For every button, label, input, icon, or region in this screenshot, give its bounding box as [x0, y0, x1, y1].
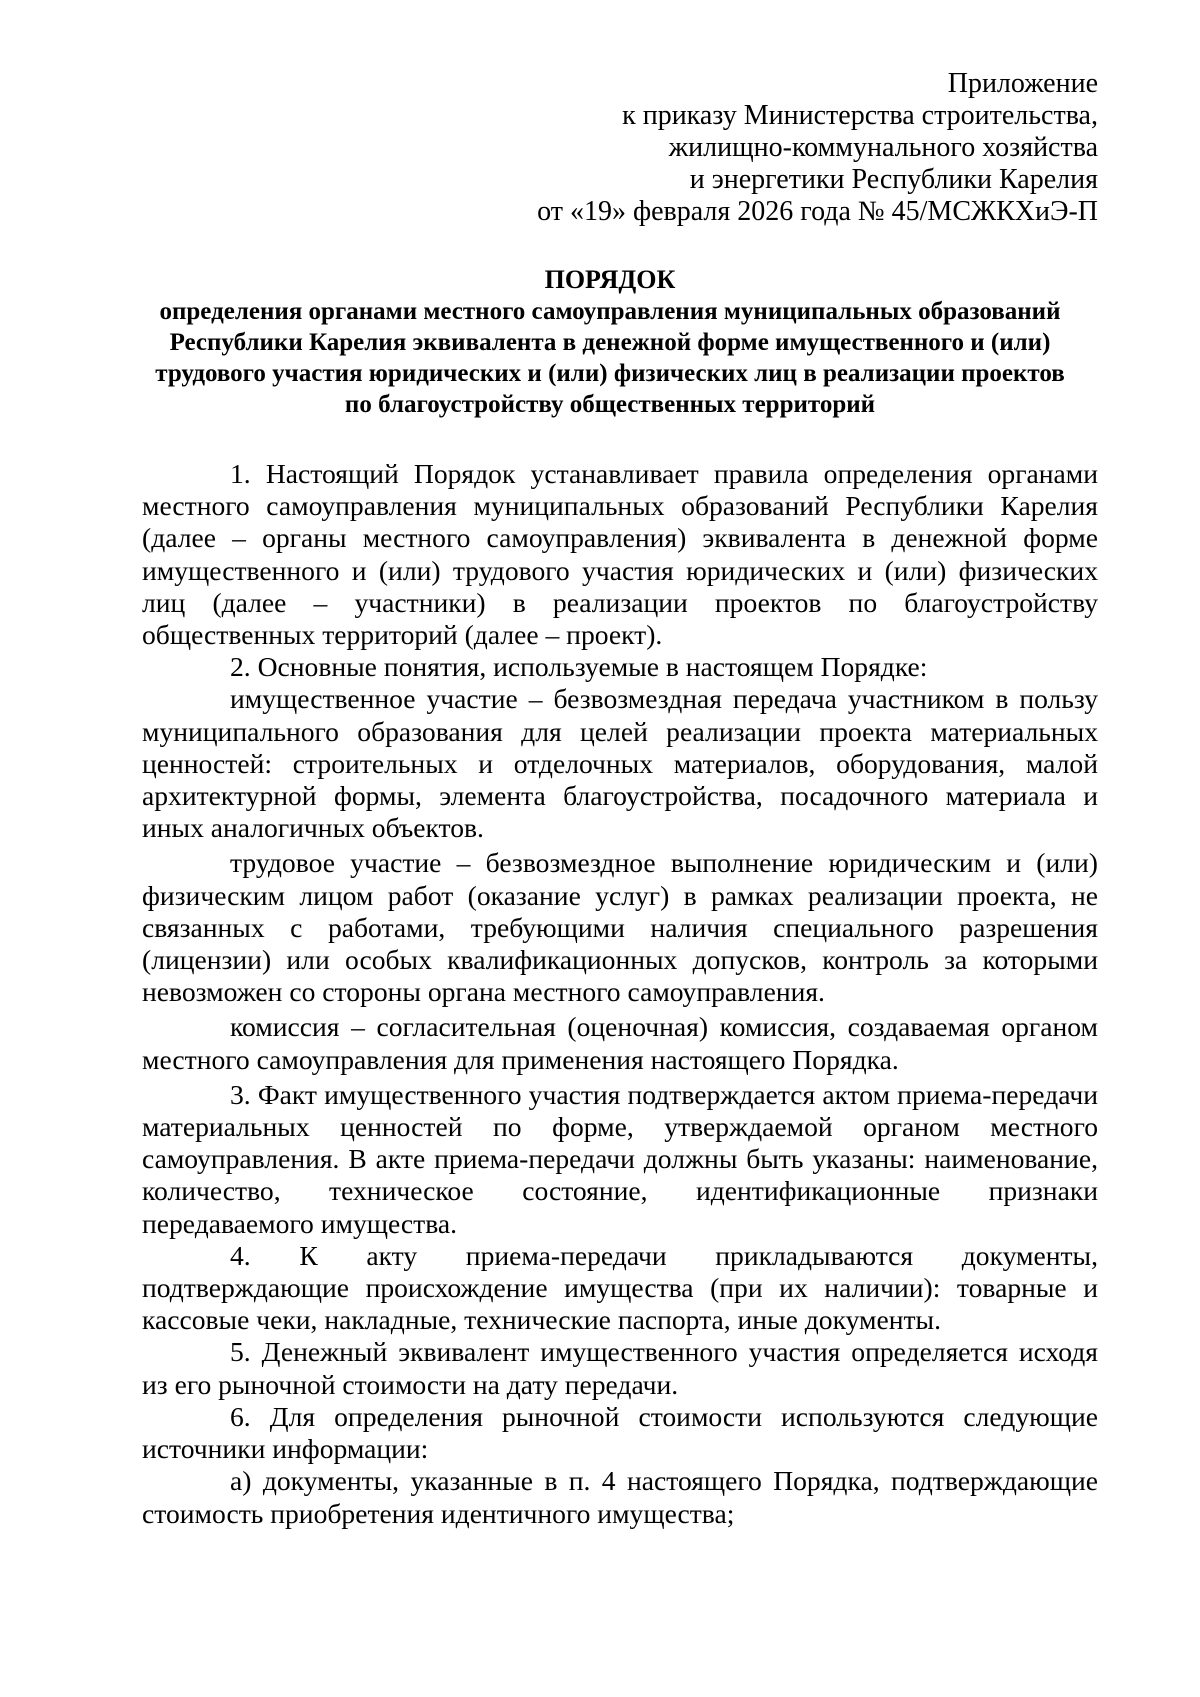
appendix-line-3: жилищно-коммунального хозяйства [668, 132, 1098, 163]
paragraph-commission: комиссия – согласительная (оценочная) комиссия, создаваемая органом местного самоуправления для применения настоящего Порядка. [142, 1011, 1098, 1075]
appendix-line-4: и энергетики Республики Карелия [689, 164, 1098, 195]
paragraph-6: 6. Для определения рыночной стоимости используются следующие источники информации: [142, 1400, 1098, 1465]
appendix-line-2: к приказу Министерства строительства, [622, 100, 1098, 131]
appendix-header [537, 68, 1098, 228]
paragraph-5: 5. Денежный эквивалент имущественного участия определяется исходя из его рыночной стоимости на дату передачи. [142, 1336, 1098, 1400]
paragraph-1: 1. Настоящий Порядок устанавливает правила определения органами местного самоуправления муниципальных образований Республики Карелия (далее – органы местного самоуправления) эквивалента в денежной форме имущественного и (или) трудового участия юридических и (или) физических лиц (далее – участники) в реализации проектов по благоустройству общественных территорий (далее – проект). [142, 458, 1098, 651]
title-line-2: Республики Карелия эквивалента в денежной форме имущественного и (или) [169, 329, 1051, 356]
paragraph-2: 2. Основные понятия, используемые в настоящем Порядке: [230, 651, 928, 683]
title-main: ПОРЯДОК [544, 265, 676, 294]
paragraph-property-participation: имущественное участие – безвозмездная передача участником в пользу муниципального образования для целей реализации проекта материальных ценностей: строительных и отделочных материалов, оборудования, малой архитектурной формы, элемента благоустройства, посадочного материала и иных аналогичных объектов. [142, 683, 1098, 844]
appendix-line-1: Приложение [947, 68, 1098, 99]
paragraph-6a: а) документы, указанные в п. 4 настоящего Порядка, подтверждающие стоимость приобретения идентичного имущества; [142, 1465, 1098, 1529]
document-body [142, 458, 1098, 1530]
appendix-line-5: от «19» февраля 2026 года № 45/МСЖКХиЭ-П [537, 196, 1098, 227]
paragraph-labor-participation: трудовое участие – безвозмездное выполнение юридическим и (или) физическим лицом работ (оказание услуг) в рамках реализации проекта, не связанных с работами, требующими наличия специального разрешения (лицензии) или особых квалификационных допусков, контроль за которыми невозможен со стороны органа местного самоуправления. [142, 847, 1098, 1008]
title-line-4: по благоустройству общественных территорий [344, 391, 876, 418]
title-line-3: трудового участия юридических и (или) физических лиц в реализации проектов [155, 360, 1065, 387]
paragraph-3: 3. Факт имущественного участия подтверждается актом приема-передачи материальных ценностей по форме, утверждаемой органом местного самоуправления. В акте приема-передачи должны быть указаны: наименование, количество, техническое состояние, идентификационные признаки передаваемого имущества. [142, 1078, 1098, 1239]
title-line-1: определения органами местного самоуправления муниципальных образований [159, 298, 1061, 325]
paragraph-4: 4. К акту приема-передачи прикладываются документы, подтверждающие происхождение имущества (при их наличии): товарные и кассовые чеки, накладные, технические паспорта, иные документы. [142, 1239, 1098, 1336]
document-title [130, 264, 1090, 420]
